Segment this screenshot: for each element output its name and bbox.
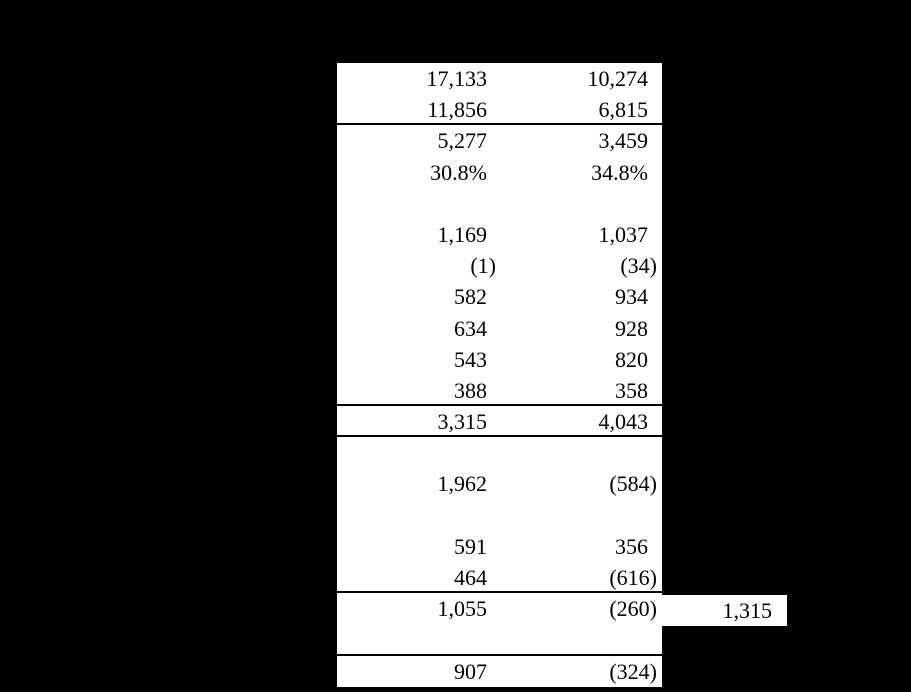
col2-value: 1,037 [598, 221, 648, 247]
col1-value: 3,315 [437, 409, 487, 435]
col2-value: 928 [615, 315, 648, 341]
table-row [337, 281, 662, 312]
col1-value: 464 [454, 565, 487, 590]
table-row [337, 157, 662, 188]
table-row [337, 562, 662, 593]
table-row [337, 656, 662, 687]
col2-value: 820 [615, 346, 648, 372]
table-row [337, 375, 662, 406]
col1-value: 1,055 [437, 596, 487, 622]
col1-value: 543 [454, 346, 487, 372]
col2-value: 10,274 [587, 66, 648, 91]
col1-value: 1,962 [437, 471, 487, 497]
table-row [337, 94, 662, 125]
col1-value [337, 500, 500, 531]
col2-value [500, 188, 662, 219]
table-row [337, 313, 662, 344]
col2-value [500, 437, 662, 468]
col2-value: 934 [615, 284, 648, 310]
col2-value: (260) [609, 596, 657, 622]
col1-value: 634 [454, 315, 487, 341]
col2-value: 356 [615, 533, 648, 559]
col1-value [337, 188, 500, 219]
col2-value [500, 500, 662, 531]
table-row [337, 344, 662, 375]
table-row [337, 531, 662, 562]
table-row [337, 437, 662, 468]
table-row [337, 63, 662, 94]
col1-value [337, 437, 500, 468]
col2-value: (34) [620, 253, 657, 279]
col1-value: 17,133 [426, 66, 487, 91]
table-row [337, 250, 662, 281]
table-row [337, 219, 662, 250]
col1-value: 5,277 [437, 128, 487, 154]
col2-value: 3,459 [598, 128, 648, 154]
col1-value: 11,856 [427, 97, 487, 123]
col1-value: 582 [454, 284, 487, 310]
col2-value: 4,043 [598, 409, 648, 435]
col2-value: 358 [615, 377, 648, 403]
table-row [337, 188, 662, 219]
col2-value: 6,815 [598, 97, 648, 123]
table-row [337, 500, 662, 531]
col2-value: 34.8% [591, 159, 648, 185]
col1-value: 388 [454, 377, 487, 403]
col1-value: 907 [454, 658, 487, 684]
col2-value: (616) [609, 565, 657, 590]
table-row [337, 624, 662, 655]
table-row [337, 468, 662, 499]
col1-value: (1) [470, 253, 496, 279]
col1-value: 1,169 [437, 221, 487, 247]
col2-value: (584) [609, 471, 657, 497]
table-row [337, 125, 662, 156]
col1-value: 591 [454, 533, 487, 559]
col1-value: 30.8% [430, 159, 487, 185]
financial-figures-table [337, 63, 662, 687]
table-row [337, 406, 662, 437]
table-row [337, 593, 662, 624]
col2-value: (324) [609, 658, 657, 684]
col1-value [337, 624, 500, 653]
col2-value [500, 624, 662, 653]
side-value-cell: 1,315 [662, 595, 787, 626]
